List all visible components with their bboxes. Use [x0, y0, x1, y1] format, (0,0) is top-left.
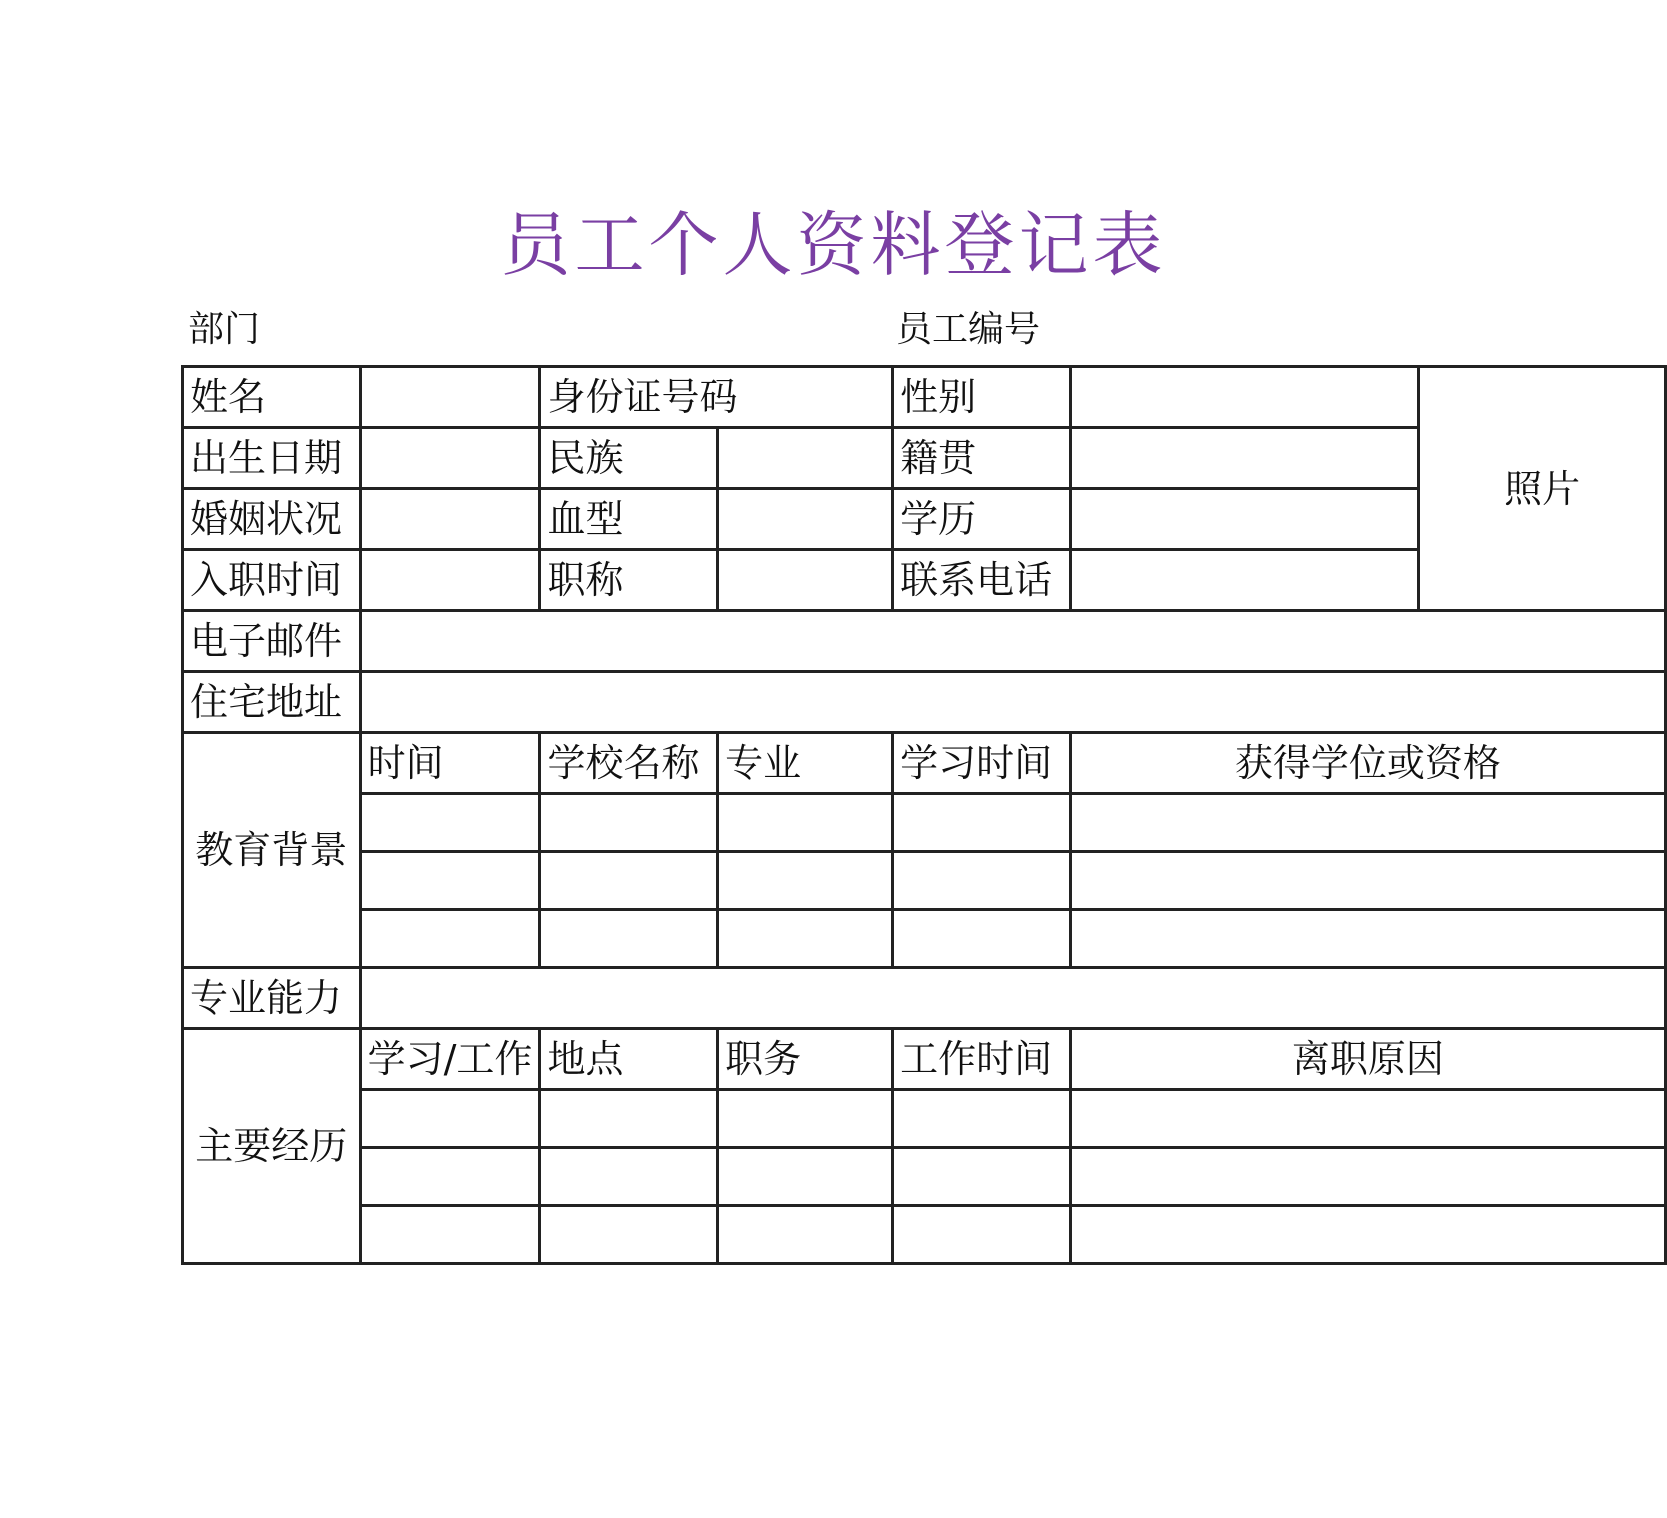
education-cell[interactable] [1070, 489, 1419, 550]
marital-status-cell[interactable] [360, 489, 540, 550]
edu-cell[interactable] [1070, 794, 1665, 852]
exp-cell[interactable] [718, 1090, 893, 1148]
exp-cell[interactable] [718, 1206, 893, 1264]
address-label: 住宅地址 [183, 672, 361, 733]
table-row [183, 1206, 1666, 1264]
edu-header-degree: 获得学位或资格 [1070, 733, 1665, 794]
education-bg-label: 教育背景 [183, 733, 361, 968]
native-place-cell[interactable] [1070, 428, 1419, 489]
exp-header-location: 地点 [540, 1029, 718, 1090]
exp-cell[interactable] [540, 1090, 718, 1148]
education-label: 学历 [893, 489, 1071, 550]
phone-cell[interactable] [1070, 550, 1419, 611]
edu-cell[interactable] [540, 852, 718, 910]
email-cell[interactable] [360, 611, 1665, 672]
table-row [183, 794, 1666, 852]
exp-cell[interactable] [540, 1206, 718, 1264]
ethnicity-cell[interactable] [718, 428, 893, 489]
edu-header-study-time: 学习时间 [893, 733, 1071, 794]
blood-type-label: 血型 [540, 489, 718, 550]
name-cell[interactable] [360, 367, 540, 428]
table-row [183, 672, 1666, 733]
edu-header-major: 专业 [718, 733, 893, 794]
experience-label: 主要经历 [183, 1029, 361, 1264]
edu-cell[interactable] [893, 910, 1071, 968]
exp-cell[interactable] [893, 1206, 1071, 1264]
exp-cell[interactable] [360, 1206, 540, 1264]
name-label: 姓名 [183, 367, 361, 428]
table-row [183, 910, 1666, 968]
native-place-label: 籍贯 [893, 428, 1071, 489]
edu-cell[interactable] [540, 910, 718, 968]
table-row [183, 1090, 1666, 1148]
id-number-label: 身份证号码 [540, 367, 893, 428]
exp-header-leave-reason: 离职原因 [1070, 1029, 1665, 1090]
department-label: 部门 [188, 309, 261, 350]
hire-date-cell[interactable] [360, 550, 540, 611]
form-title: 员工个人资料登记表 [500, 204, 1167, 286]
edu-cell[interactable] [360, 852, 540, 910]
edu-cell[interactable] [718, 910, 893, 968]
edu-cell[interactable] [1070, 910, 1665, 968]
exp-cell[interactable] [1070, 1206, 1665, 1264]
skills-cell[interactable] [360, 968, 1665, 1029]
ethnicity-label: 民族 [540, 428, 718, 489]
edu-header-school: 学校名称 [540, 733, 718, 794]
birth-date-cell[interactable] [360, 428, 540, 489]
birth-date-label: 出生日期 [183, 428, 361, 489]
gender-cell[interactable] [1070, 367, 1419, 428]
exp-header-type: 学习/工作 [360, 1029, 540, 1090]
blood-type-cell[interactable] [718, 489, 893, 550]
edu-cell[interactable] [540, 794, 718, 852]
table-row [183, 367, 1666, 428]
edu-header-time: 时间 [360, 733, 540, 794]
exp-cell[interactable] [893, 1090, 1071, 1148]
edu-cell[interactable] [1070, 852, 1665, 910]
table-row [183, 1029, 1666, 1090]
title-rank-cell[interactable] [718, 550, 893, 611]
exp-header-position: 职务 [718, 1029, 893, 1090]
exp-cell[interactable] [1070, 1090, 1665, 1148]
exp-cell[interactable] [360, 1148, 540, 1206]
address-cell[interactable] [360, 672, 1665, 733]
email-label: 电子邮件 [183, 611, 361, 672]
exp-cell[interactable] [718, 1148, 893, 1206]
edu-cell[interactable] [893, 794, 1071, 852]
exp-header-work-time: 工作时间 [893, 1029, 1071, 1090]
gender-label: 性别 [893, 367, 1071, 428]
edu-cell[interactable] [893, 852, 1071, 910]
exp-cell[interactable] [893, 1148, 1071, 1206]
phone-label: 联系电话 [893, 550, 1071, 611]
marital-status-label: 婚姻状况 [183, 489, 361, 550]
edu-cell[interactable] [360, 910, 540, 968]
photo-cell[interactable]: 照片 [1419, 367, 1666, 611]
exp-cell[interactable] [360, 1090, 540, 1148]
registration-table [181, 365, 1667, 1265]
table-row [183, 968, 1666, 1029]
skills-label: 专业能力 [183, 968, 361, 1029]
edu-cell[interactable] [360, 794, 540, 852]
edu-cell[interactable] [718, 852, 893, 910]
table-row [183, 1148, 1666, 1206]
edu-cell[interactable] [718, 794, 893, 852]
exp-cell[interactable] [540, 1148, 718, 1206]
table-row [183, 733, 1666, 794]
hire-date-label: 入职时间 [183, 550, 361, 611]
employee-no-label: 员工编号 [896, 309, 1041, 350]
title-rank-label: 职称 [540, 550, 718, 611]
exp-cell[interactable] [1070, 1148, 1665, 1206]
table-row [183, 611, 1666, 672]
table-row [183, 852, 1666, 910]
